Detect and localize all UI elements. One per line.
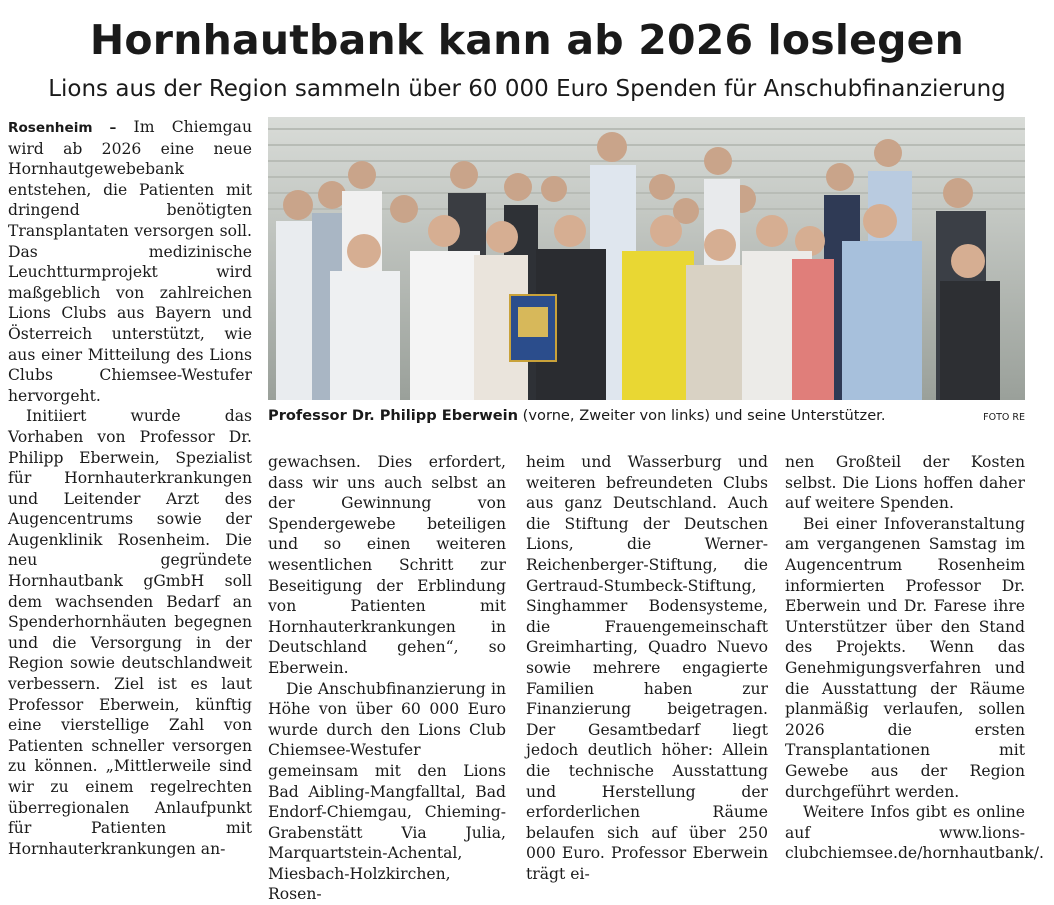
paragraph: Weitere Infos gibt es online auf www.lions-clubchiemsee.de/hornhautbank/.: [785, 803, 1044, 863]
subheadline: Lions aus der Region sammeln über 60 000 Euro Spenden für Anschubfinanzierung: [48, 76, 1006, 102]
paragraph: gewachsen. Dies erfordert, dass wir uns auch selbst an der Gewinnung von Spendergewebe beteiligen und so einen weiteren wesentlichen Schritt zur Beseitigung der Erblindung von Patienten mit Hornhauterkrankungen in Deutschland gehen“, so Eberwein.: [268, 453, 506, 677]
group-photo: [268, 117, 1025, 400]
paragraph-text: Im Chiemgau wird ab 2026 eine neue Hornhautgewebebank entstehen, die Patienten mit dringend benötigten Transplantaten versorgen soll. Das medizinische Leuchtturmprojekt wird maßgeblich von zahlreichen Lions Clubs aus Bayern und Österreich unterstützt, wie aus einer Mitteilung des Lions Clubs Chiemsee-Westufer hervorgeht.: [8, 118, 252, 405]
paragraph: Bei einer Infoveranstaltung am vergangenen Samstag im Augencentrum Rosenheim informierten Professor Dr. Eberwein und Dr. Farese ihre Unterstützer über den Stand des Projekts. Wenn das Genehmigungsverfahren und die Ausstattung der Räume planmäßig verlaufen, sollen 2026 die ersten Transplantationen mit Gewebe aus der Region durchgeführt werden.: [785, 514, 1025, 801]
article-column-2: [268, 452, 506, 905]
photo-caption: [268, 406, 1025, 426]
dateline: Rosenheim –: [8, 120, 117, 136]
paragraph: [8, 117, 252, 406]
paragraph: Initiiert wurde das Vorhaben von Professor Dr. Philipp Eberwein, Spezialist für Hornhauterkrankungen und Leitender Arzt des Augencentrums sowie der Augenklinik Rosenheim. Die neu gegründete Hornhautbank gGmbH soll dem wachsenden Bedarf an Spenderhornhäuten begegnen und die Versorgung in der Region sowie deutschlandweit verbessern. Ziel ist es laut Professor Eberwein, künftig eine vierstellige Zahl von Patienten schneller versorgen zu können. „Mittlerweile sind wir zu einem regelrechten überregionalen Anlaufpunkt für Patienten mit Hornhauterkrankungen an-: [8, 407, 252, 858]
caption-name: Professor Dr. Philipp Eberwein: [268, 407, 519, 424]
headline: Hornhautbank kann ab 2026 loslegen: [89, 16, 965, 64]
article-column-3: [526, 452, 768, 884]
article-column-1: [8, 117, 252, 859]
article-column-4: [785, 452, 1044, 864]
group-photo-image: [268, 117, 1025, 400]
caption-text: (vorne, Zweiter von links) und seine Unterstützer.: [518, 407, 886, 424]
paragraph: Die Anschubfinanzierung in Höhe von über 60 000 Euro wurde durch den Lions Club Chiemsee-Westufer gemeinsam mit den Lions Bad Aibling-Mangfalltal, Bad Endorf-Chiemgau, Chieming-Grabenstätt Via Julia, Marquartstein-Achental, Miesbach-Holzkirchen, Rosen-: [268, 679, 506, 904]
paragraph: nen Großteil der Kosten selbst. Die Lions hoffen daher auf weitere Spenden.: [785, 453, 1025, 513]
photo-credit: FOTO RE: [983, 412, 1025, 423]
paragraph: heim und Wasserburg und weiteren befreundeten Clubs aus ganz Deutschland. Auch die Stiftung der Deutschen Lions, die Werner-Reichenberger-Stiftung, die Gertraud-Stumbeck-Stiftung, Singhammer Bodensysteme, die Frauengemeinschaft Greimharting, Quadro Nuevo sowie mehrere engagierte Familien haben zur Finanzierung beigetragen. Der Gesamtbedarf liegt jedoch deutlich höher: Allein die technische Ausstattung und Herstellung der erforderlichen Räume belaufen sich auf über 250 000 Euro. Professor Eberwein trägt ei-: [526, 453, 768, 883]
